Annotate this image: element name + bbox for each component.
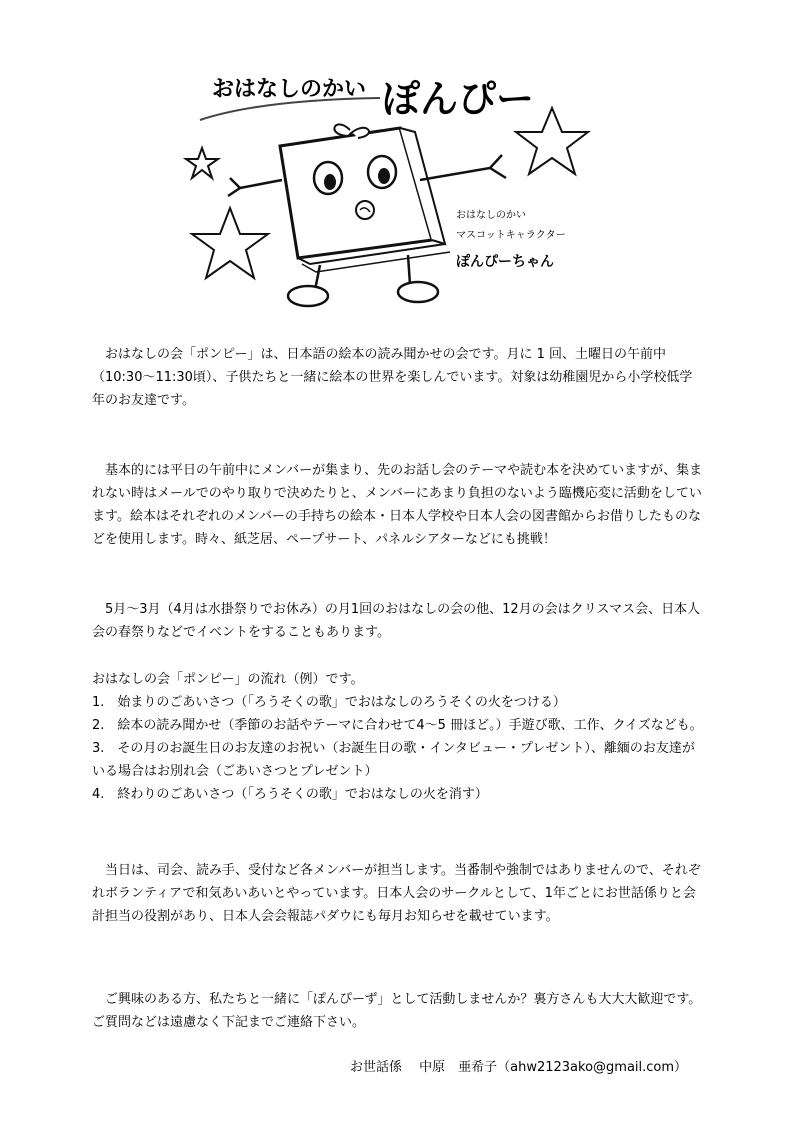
intro-paragraph: おはなしの会「ポンピー」は、日本語の絵本の読み聞かせの会です。月に 1 回、土曜日の午前中（10:30〜11:30頃）、子供たちと一緒に絵本の世界を楽しんでいます。対象は幼稚園児から小学校低学年のお友達です。 xyxy=(92,347,693,408)
flow-step-3: 3. その月のお誕生日のお友達のお祝い（お誕生日の歌・インタビュー・プレゼント）、離緬のお友達がいる場合はお別れ会（ごあいさつとプレゼント） xyxy=(92,741,695,779)
star-icon-small xyxy=(186,148,218,178)
signature-contact: お世話係 中原 亜希子（ahw2123ako@gmail.com） xyxy=(350,1060,688,1075)
schedule-paragraph: 5月〜3月（4月は水掛祭りでお休み）の月1回のおはなしの会の他、12月の会はクリスマス会、日本人会の春祭りなどでイベントをすることもあります。 xyxy=(92,602,701,640)
logo-caption-name: ぽんぴーちゃん xyxy=(456,254,554,270)
activity-paragraph: 基本的には平日の午前中にメンバーが集まり、先のお話し会のテーマや読む本を決めていますが、集まれない時はメールでのやり取りで決めたりと、メンバーにあまり負担のないよう臨機応変に活動をしています。絵本はそれぞれのメンバーの手持ちの絵本・日本人学校や日本人会の図書館からお借りしたものなどを使用します。時々、紙芝居、ペープサート、パネルシアターなどにも挑戦！ xyxy=(92,463,703,547)
logo-caption-line1: おはなしのかい xyxy=(456,210,526,221)
flow-step-1: 1. 始まりのごあいさつ（「ろうそくの歌」でおはなしのろうそくの火をつける） xyxy=(92,695,566,710)
roles-paragraph: 当日は、司会、読み手、受付など各メンバーが担当します。当番制や強制ではありませんので、それぞれボランティアで和気あいあいとやっています。日本人会のサークルとして、1年ごとにお世話係りと会計担当の役割があり、日本人会会報誌パダウにも毎月お知らせを載せています。 xyxy=(92,863,701,924)
logo-caption-line2: マスコットキャラクター xyxy=(456,230,566,241)
flow-step-4: 4. 終わりのごあいさつ（「ろうそくの歌」でおはなしの火を消す） xyxy=(92,787,488,802)
flow-section xyxy=(92,668,704,806)
invitation-paragraph: ご興味のある方、私たちと一緒に「ぽんぴーず」として活動しませんか？裏方さんも大大大歓迎です。ご質問などは遠慮なく下記までご連絡下さい。 xyxy=(92,992,702,1030)
flow-step-2: 2. 絵本の読み聞かせ（季節のお話やテーマに合わせて4〜5 冊ほど。）手遊び歌、工作、クイズなども。 xyxy=(92,718,703,733)
logo-title-small: おはなしのかい xyxy=(212,77,367,102)
mascot-logo xyxy=(170,60,610,340)
mascot-illustration xyxy=(170,60,610,340)
logo-title-large: ぽんぴー xyxy=(382,77,535,121)
flow-intro: おはなしの会「ポンピー」の流れ（例）です。 xyxy=(92,672,364,687)
star-icon-left xyxy=(192,208,268,278)
